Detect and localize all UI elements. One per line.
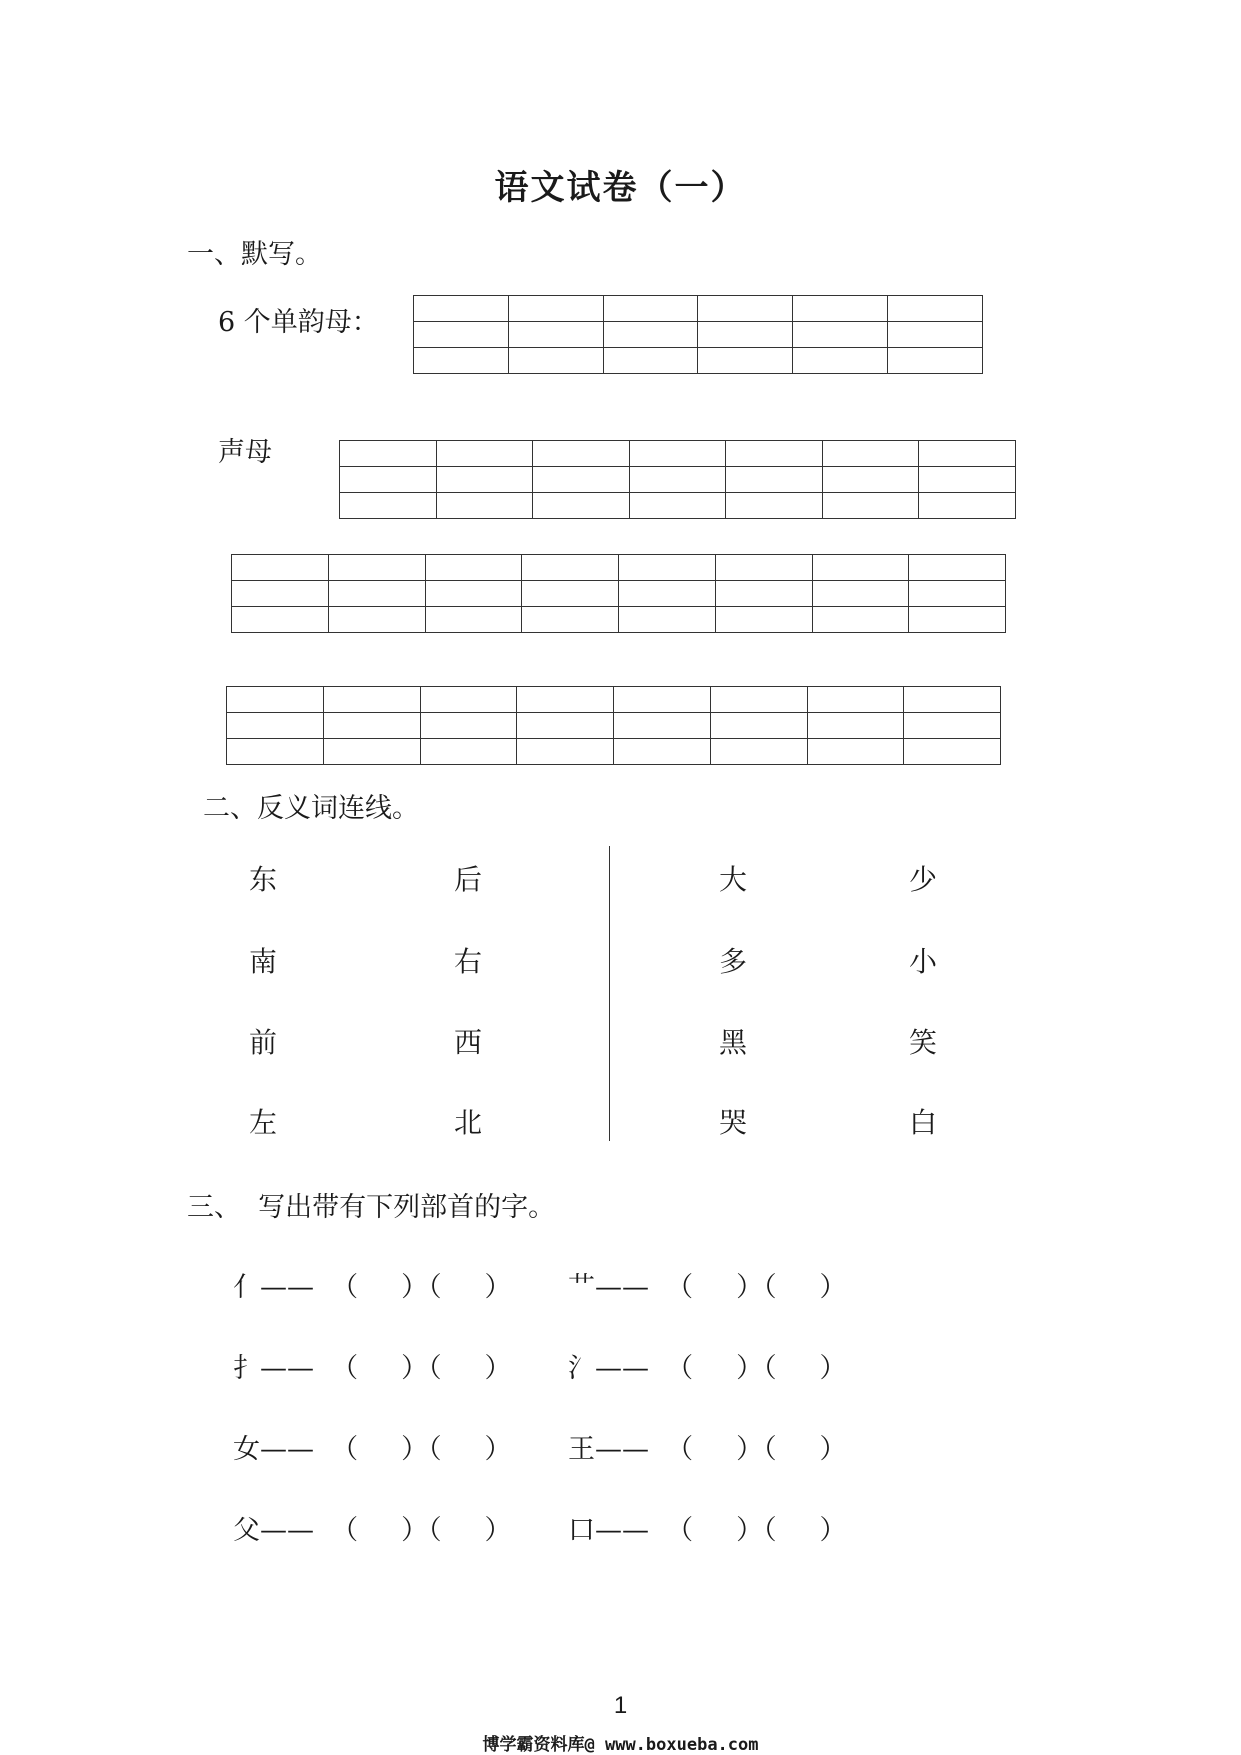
section-2-heading: 二、反义词连线。 [203,793,419,824]
consonants-writing-grid-2[interactable] [231,554,1006,633]
radical-row-left[interactable]: 亻—— （ ）（ ） [233,1272,512,1303]
radical-row-right[interactable]: 王—— （ ）（ ） [568,1434,847,1465]
antonym-word[interactable]: 黑 [718,1026,747,1059]
antonym-word[interactable]: 小 [908,945,937,978]
radical-row-right[interactable]: 氵—— （ ）（ ） [568,1353,847,1384]
consonants-writing-grid-1[interactable] [339,440,1016,519]
radical-row-left[interactable]: 父—— （ ）（ ） [233,1515,512,1546]
footer-watermark: 博学霸资料库@ www.boxueba.com [482,1735,759,1755]
antonym-word[interactable]: 左 [248,1106,277,1139]
antonym-word[interactable]: 后 [453,863,482,896]
antonym-word[interactable]: 前 [248,1026,277,1059]
antonym-word[interactable]: 少 [908,863,937,896]
section-1-heading: 一、默写。 [187,239,322,270]
vowels-writing-grid[interactable] [413,295,983,374]
antonym-word[interactable]: 北 [453,1106,482,1139]
antonym-word[interactable]: 西 [453,1026,482,1059]
radical-row-right[interactable]: 口—— （ ）（ ） [568,1515,847,1546]
antonym-word[interactable]: 大 [718,863,747,896]
antonym-word[interactable]: 笑 [908,1026,937,1059]
antonym-word[interactable]: 南 [248,945,277,978]
page-number: 1 [613,1692,628,1719]
page-title: 语文试卷（一） [494,168,747,208]
vowels-label: 6 个单韵母： [218,307,379,338]
radical-row-left[interactable]: 女—— （ ）（ ） [233,1434,512,1465]
consonants-label: 声母 [218,437,272,468]
antonym-word[interactable]: 白 [908,1106,937,1139]
antonym-word[interactable]: 东 [248,863,277,896]
column-divider [609,846,610,1141]
consonants-writing-grid-3[interactable] [226,686,1001,765]
section-3-heading: 三、 写出带有下列部首的字。 [187,1192,556,1223]
antonym-word[interactable]: 多 [718,945,747,978]
radical-row-left[interactable]: 扌—— （ ）（ ） [233,1353,512,1384]
radical-row-right[interactable]: 艹—— （ ）（ ） [568,1272,847,1303]
antonym-word[interactable]: 哭 [718,1106,747,1139]
antonym-word[interactable]: 右 [453,945,482,978]
